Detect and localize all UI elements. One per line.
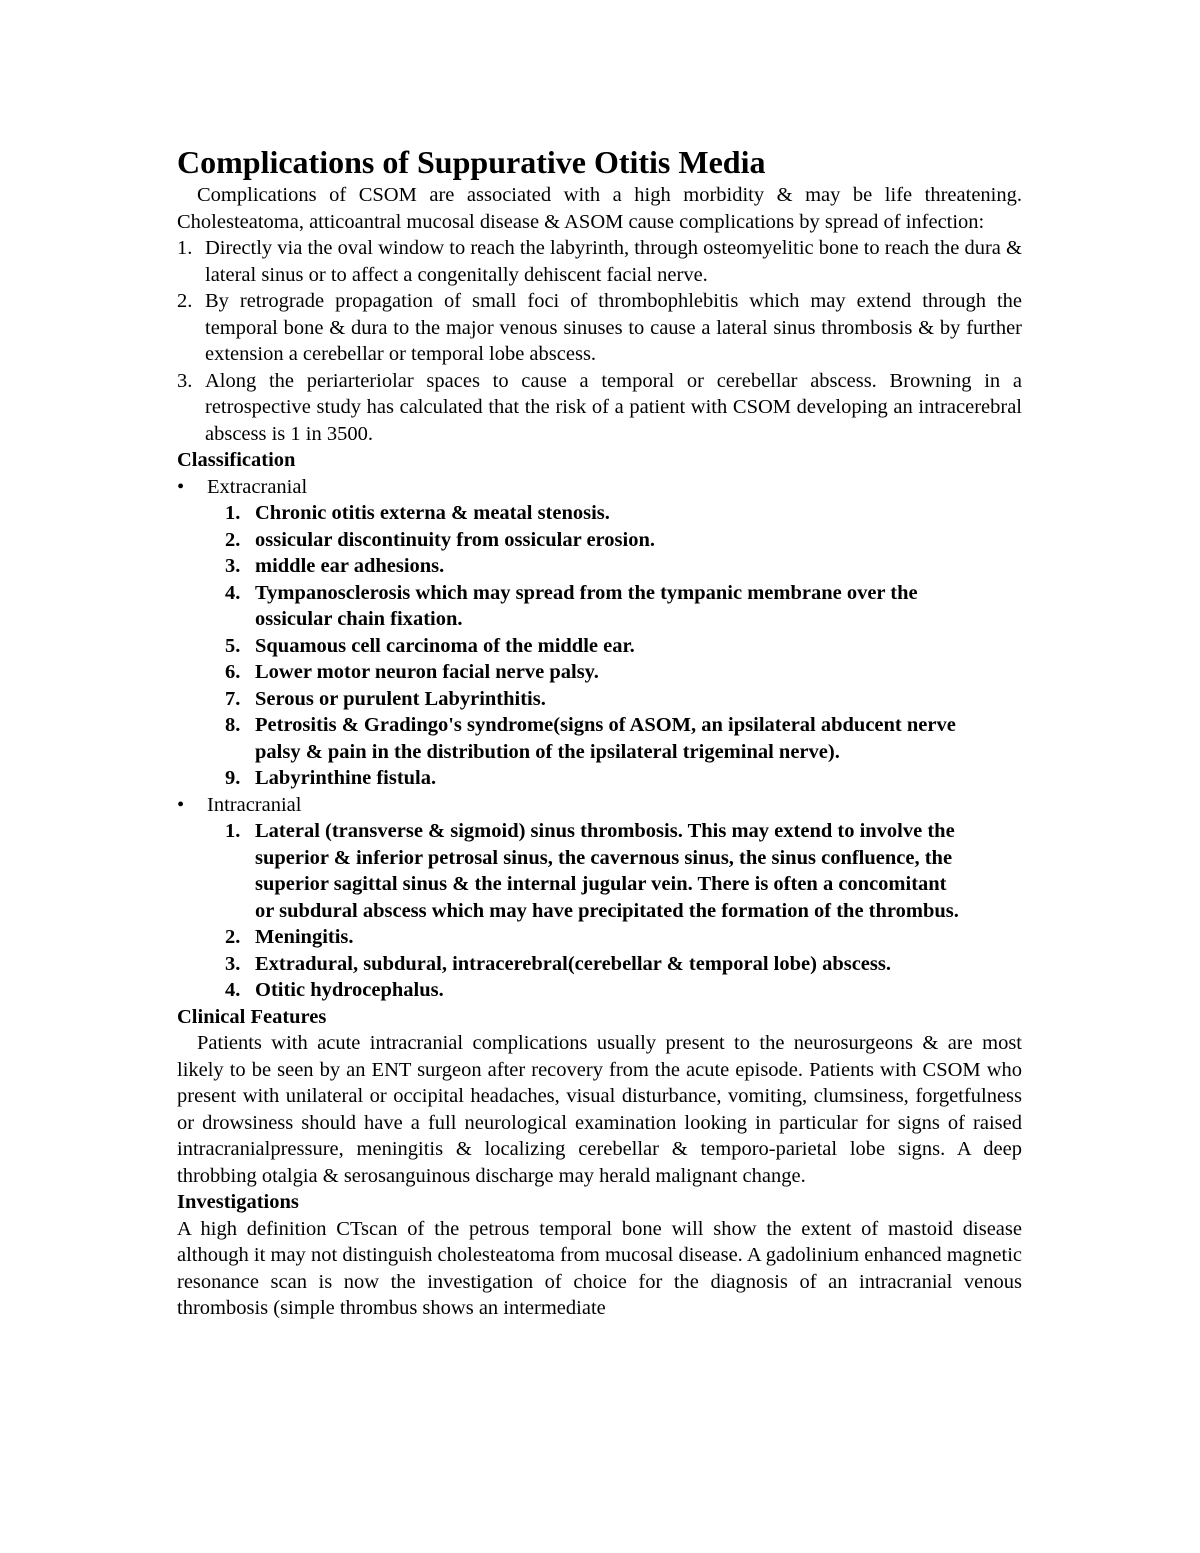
- list-item-number: 3.: [225, 555, 241, 577]
- list-item-text: Extradural, subdural, intracerebral(cerebellar & temporal lobe) abscess.: [255, 952, 891, 975]
- list-item-number: 1.: [225, 820, 241, 842]
- spread-item-text: By retrograde propagation of small foci of thrombophlebitis which may extend through the temporal bone & dura to the major venous sinuses to cause a lateral sinus thrombosis & by further extension a cerebellar or temporal lobe abscess.: [205, 290, 1022, 365]
- spread-item: [177, 235, 1022, 288]
- list-item-text: Petrositis & Gradingo's syndrome(signs of ASOM, an ipsilateral abducent nerve palsy & pain in the distribution of the ipsilateral trigeminal nerve).: [255, 714, 956, 763]
- classification-heading: Classification: [177, 449, 296, 471]
- list-item: [207, 951, 1022, 978]
- list-item-number: 1.: [225, 502, 241, 524]
- spread-item: [177, 288, 1022, 368]
- intracranial-label: • Intracranial: [207, 793, 302, 816]
- extracranial-list: [207, 500, 1022, 792]
- list-item-number: 6.: [225, 661, 241, 683]
- spread-item-number: 3.: [177, 369, 193, 392]
- intracranial-list: [207, 818, 1022, 1004]
- list-item-number: 4.: [225, 581, 241, 604]
- list-item-text: Lower motor neuron facial nerve palsy.: [255, 661, 599, 683]
- extracranial-group: [177, 474, 1022, 792]
- list-item: [207, 818, 1022, 924]
- spread-item-number: 2.: [177, 290, 193, 312]
- list-item-text: ossicular discontinuity from ossicular erosion.: [255, 528, 655, 551]
- list-item-text: Chronic otitis externa & meatal stenosis.: [255, 502, 610, 524]
- list-item: [207, 580, 1022, 633]
- investigations-heading: Investigations: [177, 1191, 299, 1213]
- investigations-paragraph: A high definition CTscan of the petrous temporal bone will show the extent of mastoid disease although it may not distinguish cholesteatoma from mucosal disease. A gadolinium enhanced magnetic resonance scan is now the investigation of choice for the diagnosis of an intracranial venous thrombosis (simple thrombus shows an intermediate: [177, 1217, 1022, 1319]
- list-item: [207, 633, 1022, 660]
- list-item: [207, 686, 1022, 713]
- list-item: [207, 527, 1022, 554]
- list-item: [207, 659, 1022, 686]
- list-item: [207, 712, 1022, 765]
- list-item-number: 9.: [225, 767, 241, 789]
- list-item-number: 5.: [225, 634, 241, 657]
- list-item: [207, 977, 1022, 1004]
- list-item-number: 2.: [225, 528, 241, 551]
- list-item: [207, 924, 1022, 951]
- document-body: [177, 142, 1022, 1322]
- clinical-features-heading: Clinical Features: [177, 1005, 327, 1028]
- list-item-text: Squamous cell carcinoma of the middle ear.: [255, 634, 635, 657]
- list-item-text: Tympanosclerosis which may spread from the tympanic membrane over the ossicular chain fixation.: [255, 581, 918, 630]
- list-item-text: Lateral (transverse & sigmoid) sinus thrombosis. This may extend to involve the superior & inferior petrosal sinus, the cavernous sinus, the sinus confluence, the superior sagittal sinus & the internal jugular vein. There is often a concomitant or subdural abscess which may have precipitated the formation of the thrombus.: [255, 820, 959, 922]
- list-item-number: 8.: [225, 714, 241, 736]
- spread-item: [177, 368, 1022, 448]
- classification-list: [177, 474, 1022, 1004]
- list-item-number: 3.: [225, 952, 241, 975]
- spread-item-text: Along the periarteriolar spaces to cause a temporal or cerebellar abscess. Browning in a retrospective study has calculated that the risk of a patient with CSOM developing an intracerebral abscess is 1 in 3500.: [205, 369, 1022, 445]
- list-item: [207, 553, 1022, 580]
- list-item-text: middle ear adhesions.: [255, 555, 445, 577]
- spread-item-number: 1.: [177, 237, 193, 259]
- list-item-text: Labyrinthine fistula.: [255, 767, 437, 789]
- list-item-text: Meningitis.: [255, 926, 354, 948]
- list-item-number: 2.: [225, 926, 241, 948]
- list-item-number: 4.: [225, 979, 241, 1001]
- intracranial-group: [177, 792, 1022, 1004]
- list-item-number: 7.: [225, 687, 241, 710]
- list-item-text: Serous or purulent Labyrinthitis.: [255, 687, 546, 710]
- page-title: Complications of Suppurative Otitis Media: [177, 144, 766, 180]
- list-item: [207, 500, 1022, 527]
- extracranial-label: • Extracranial: [207, 475, 308, 498]
- clinical-features-paragraph: Patients with acute intracranial complications usually present to the neurosurgeons & are most likely to be seen by an ENT surgeon after recovery from the acute episode. Patients with CSOM who present with unilateral or occipital headaches, visual disturbance, vomiting, clumsiness, forgetfulness or drowsiness should have a full neurological examination looking in particular for signs of raised intracranialpressure, meningitis & localizing cerebellar & temporo-parietal lobe signs. A deep throbbing otalgia & serosanguinous discharge may herald malignant change.: [177, 1032, 1022, 1187]
- spread-item-text: Directly via the oval window to reach the labyrinth, through osteomyelitic bone to reach the dura & lateral sinus or to affect a congenitally dehiscent facial nerve.: [205, 237, 1022, 286]
- list-item: [207, 765, 1022, 792]
- list-item-text: Otitic hydrocephalus.: [255, 979, 444, 1001]
- intro-paragraph: Complications of CSOM are associated with a high morbidity & may be life threatening. Cholesteatoma, atticoantral mucosal disease & ASOM cause complications by spread of infection:: [177, 184, 1022, 233]
- spread-list: [177, 235, 1022, 447]
